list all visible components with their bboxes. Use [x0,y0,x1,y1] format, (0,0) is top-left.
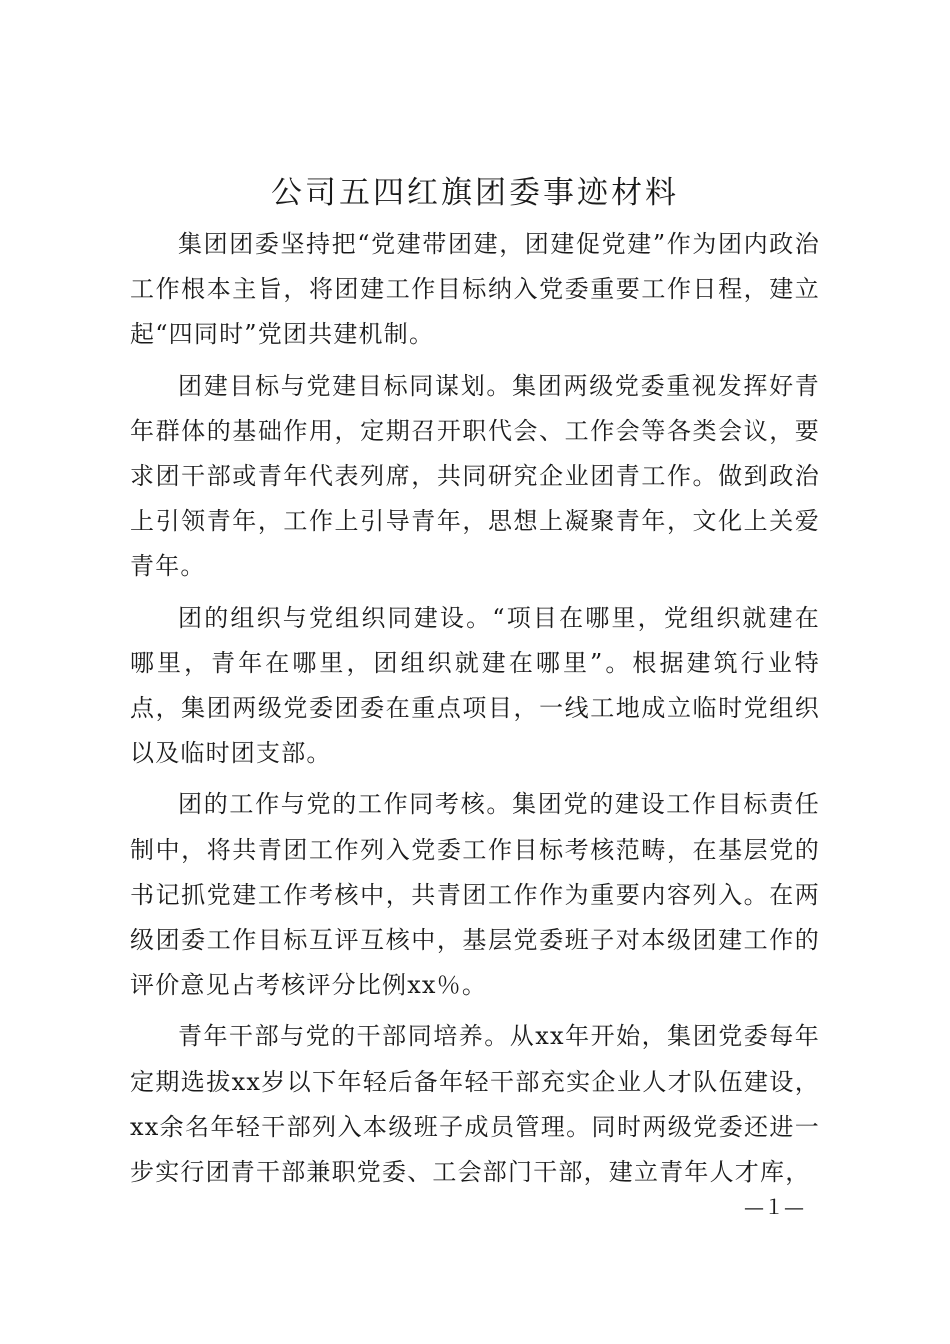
paragraph-intro: 集团团委坚持把“党建带团建，团建促党建”作为团内政治工作根本主旨，将团建工作目标纳入党委重要工作日程，建立起“四同时”党团共建机制。 [130,230,820,349]
paragraph-cadre-training: 青年干部与党的干部同培养。从xx年开始，集团党委每年定期选拔xx岁以下年轻后备年轻干部充实企业人才队伍建设，xx余名年轻干部列入本级班子成员管理。同时两级党委还进一步实行团青干部兼职党委、工会部门干部，建立青年人才库， [130,1022,820,1187]
paragraph-organization: 团的组织与党组织同建设。“项目在哪里，党组织就建在哪里，青年在哪里，团组织就建在哪里”。根据建筑行业特点，集团两级党委团委在重点项目，一线工地成立临时党组织以及临时团支部。 [130,603,820,768]
document-title: 公司五四红旗团委事迹材料 [271,175,679,211]
document-body [130,222,820,1201]
paragraph-assessment: 团的工作与党的工作同考核。集团党的建设工作目标责任制中，将共青团工作列入党委工作目标考核范畴，在基层党的书记抓党建工作考核中，共青团工作作为重要内容列入。在两级团委工作目标互评互核中，基层党委班子对本级团建工作的评价意见占考核评分比例xx％。 [130,790,820,1000]
paragraph-planning: 团建目标与党建目标同谋划。集团两级党委重视发挥好青年群体的基础作用，定期召开职代会、工作会等各类会议，要求团干部或青年代表列席，共同研究企业团青工作。做到政治上引领青年，工作上引导青年，思想上凝聚青年，文化上关爱青年。 [130,371,820,581]
page-number: —１— [744,1195,804,1219]
